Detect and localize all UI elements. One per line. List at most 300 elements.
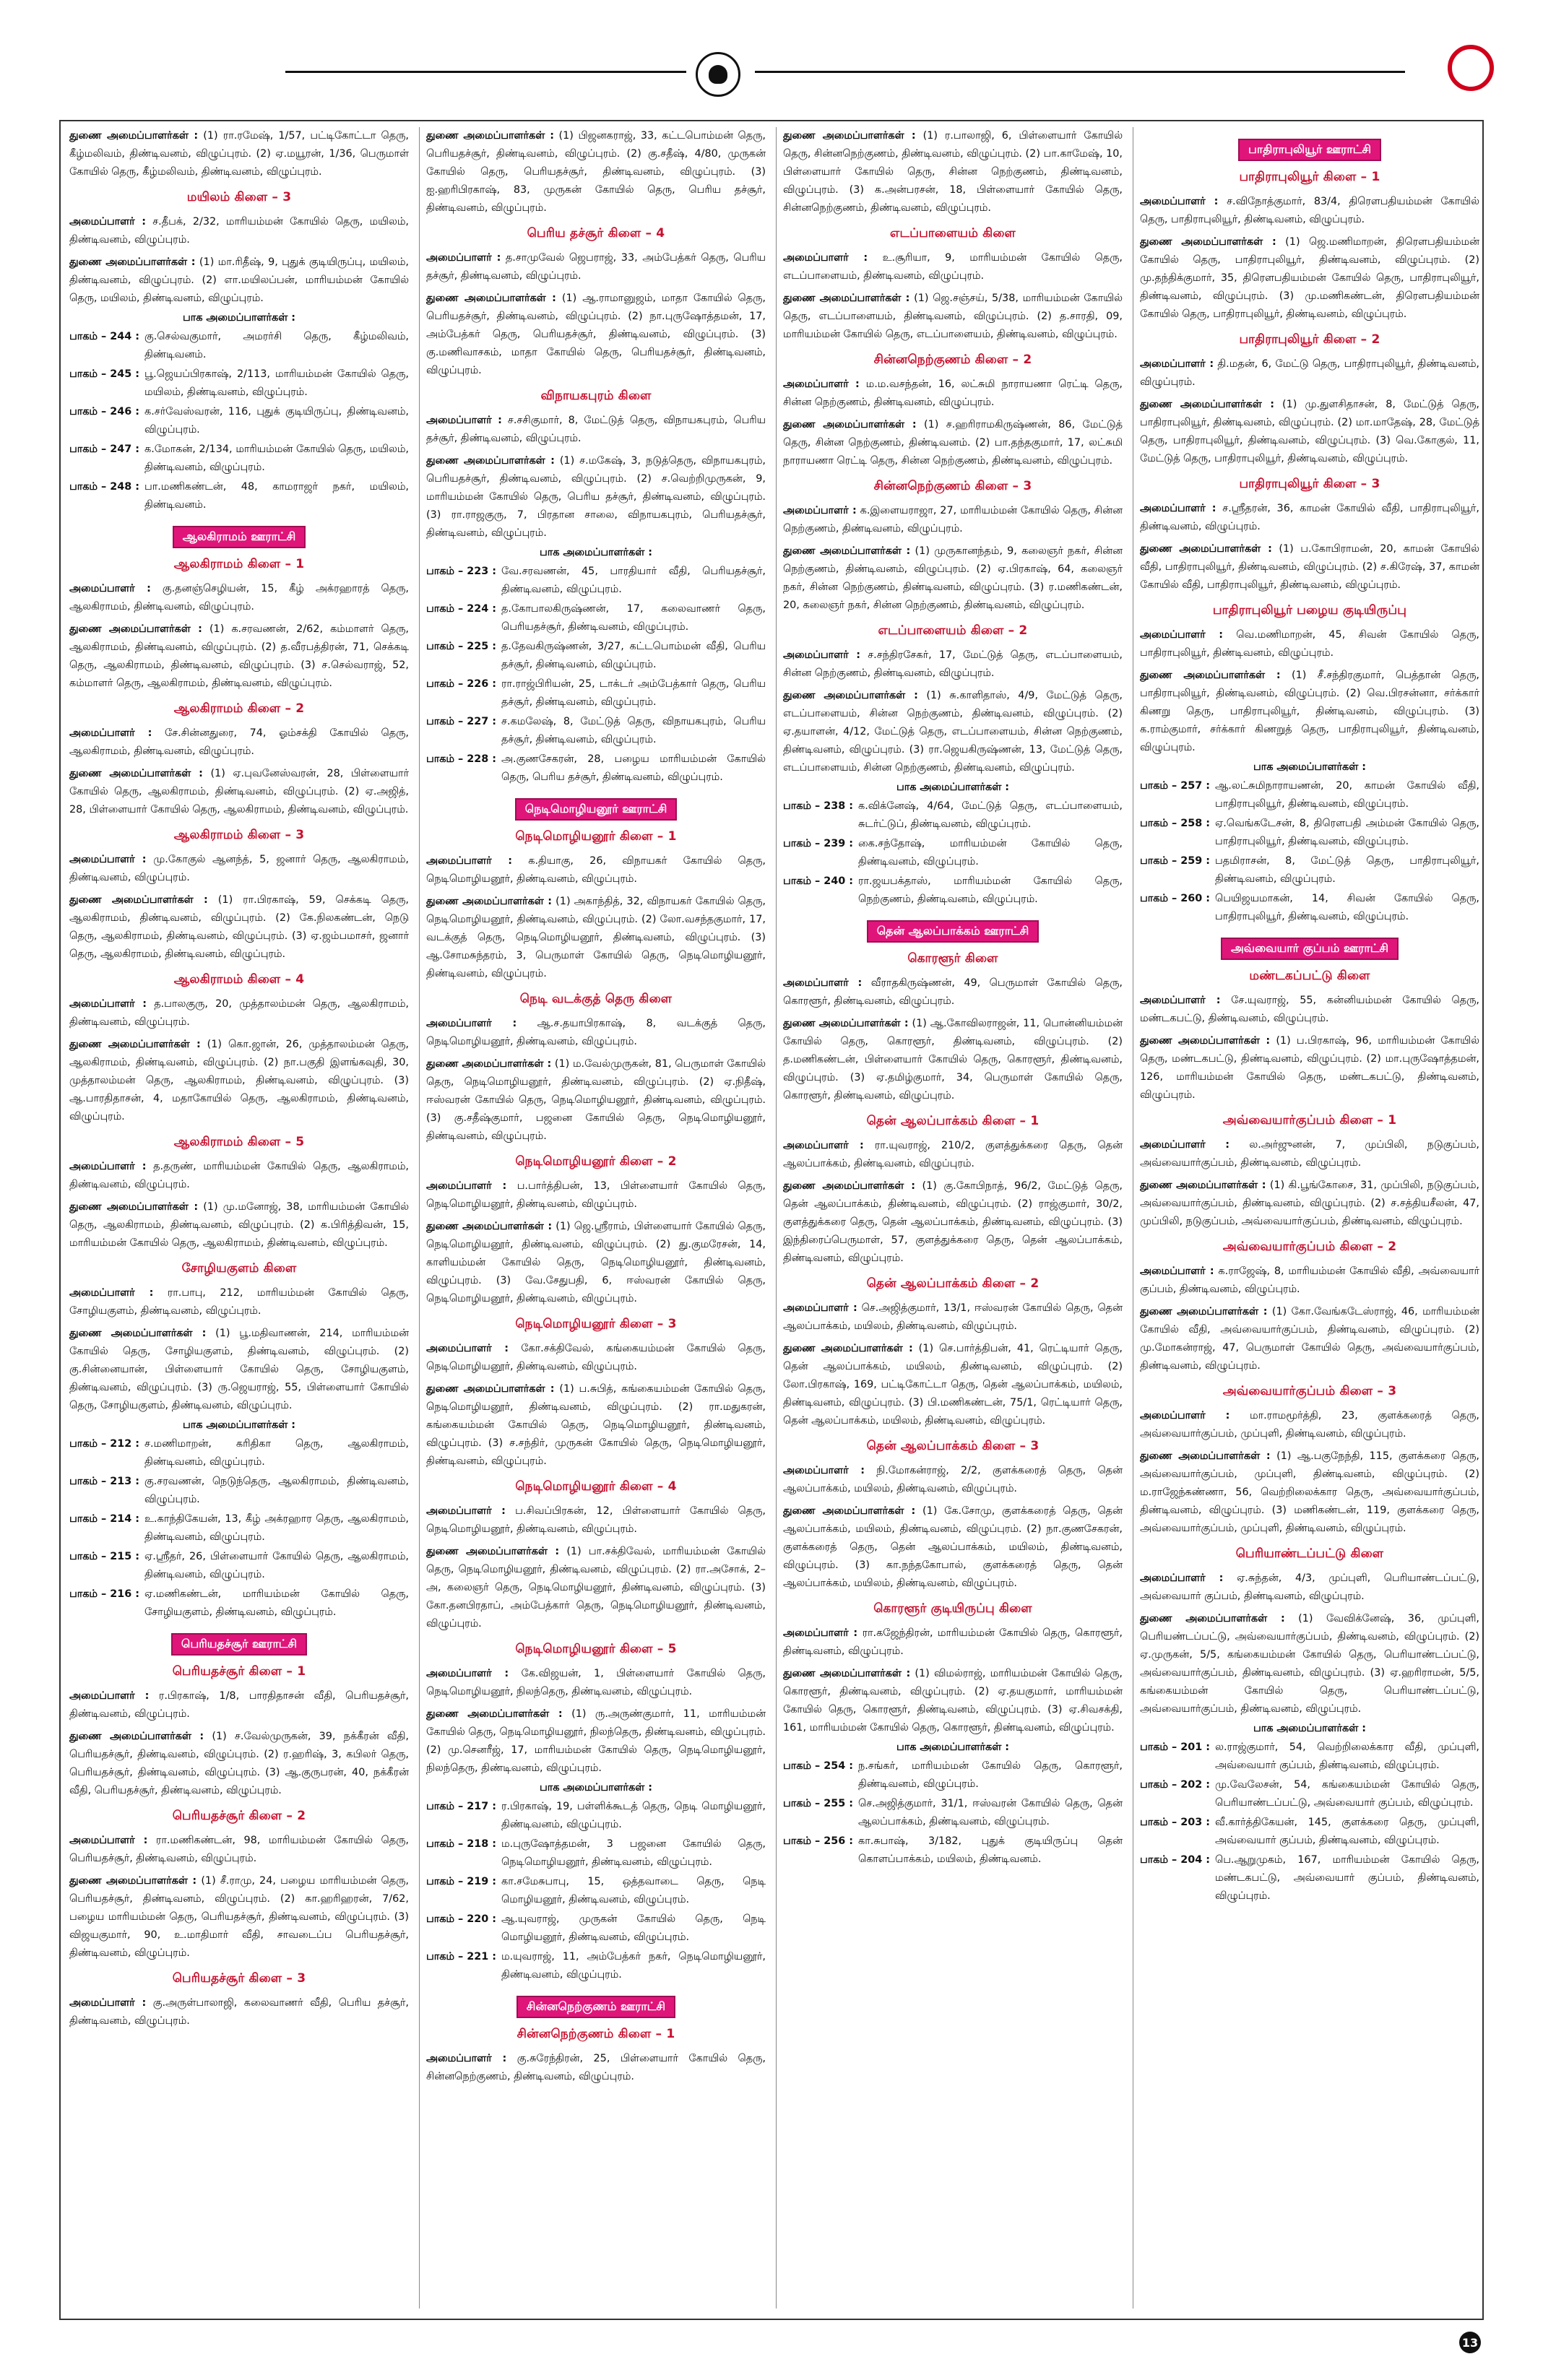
branch-heading [1140, 1546, 1479, 1562]
organiser-entry [69, 1872, 409, 1963]
branch-heading-text: ஆலகிராமம் கிளை – 4 [173, 972, 305, 987]
branch-heading-text: அவ்வையார்குப்பம் கிளை – 3 [1222, 1384, 1397, 1398]
organiser-role: துணை அமைப்பாளர்கள் : [426, 293, 556, 304]
organiser-entry [69, 127, 409, 181]
booth-number: பாகம் – 246 : [69, 406, 140, 417]
organiser-entry [69, 1832, 409, 1868]
branch-heading [783, 1114, 1123, 1130]
organiser-details: (1) ப.கோபிராமன், 20, காமன் கோயில் வீதி, பாதிராபுலியூர், திண்டிவனம், விழுப்புரம். (2) ச.கிரேஷ், 37, காமன் கோயில் வீதி, பாதிராபுலியூர், திண்டிவனம், விழுப்புரம். [1140, 543, 1479, 591]
organiser-details: (1) சீ.ராமு, 24, பழைய மாரியம்மன் தெரு, பெரியதச்சூர், திண்டிவனம், விழுப்புரம். (2) கா.ஹரிஹரன், 7/62, பழைய மாரியம்மன் தெரு, பெரியதச்சூர், திண்டிவனம், விழுப்புரம். (3) விஜயகுமார், 90, உ.மாதிமார் வீதி, சாவடைப்ப பெரியதச்சூர், திண்டிவனம், விழுப்புரம். [69, 1875, 409, 1959]
booth-number: பாகம் – 204 : [1140, 1854, 1211, 1866]
organiser-entry [426, 1218, 766, 1308]
booth-organiser-details: உ.காந்திகேயன், 13, கீழ் அக்ரஹார தெரு, ஆலகிராமம், திண்டிவனம், விழுப்புரம். [144, 1513, 409, 1543]
branch-heading [69, 1664, 409, 1680]
booth-number: பாகம் – 218 : [426, 1838, 497, 1850]
branch-heading [426, 829, 766, 845]
organiser-details: மு.கோகுல் ஆனந்த், 5, ஜனார் தெரு, ஆலகிராமம், திண்டிவனம், விழுப்புரம். [69, 854, 409, 883]
booth-row [783, 1832, 1123, 1869]
branch-heading [1140, 1384, 1479, 1400]
booth-row [1140, 1851, 1479, 1905]
organiser-role: அமைப்பாளர் : [783, 252, 868, 264]
organiser-role: துணை அமைப்பாளர்கள் : [1140, 1613, 1285, 1624]
organiser-details: கு.சுரேந்திரன், 25, பிள்ளையார் கோயில் தெரு, சின்னநெற்குணம், திண்டிவனம், விழுப்புரம். [426, 2053, 766, 2082]
organiser-role: துணை அமைப்பாளர்கள் : [426, 130, 554, 142]
organiser-role: அமைப்பாளர் : [69, 1997, 147, 2009]
organiser-details: (1) செ.பார்த்திபன், 41, ரெட்டியார் தெரு, தென் ஆலப்பாக்கம், மயிலம், திண்டிவனம், விழுப்புரம். (2) லோ.பிரகாஷ், 169, பட்டிகோட்டா தெரு, தென் ஆலப்பாக்கம், மயிலம், திண்டிவனம், விழுப்புரம். (3) பி.மணிகண்டன், 75/1, ரெட்டியார் தெரு, தென் ஆலப்பாக்கம், மயிலம், திண்டிவனம், விழுப்புரம். [783, 1343, 1123, 1427]
organiser-role: துணை அமைப்பாளர்கள் : [1140, 1035, 1271, 1047]
booth-number: பாகம் – 223 : [426, 566, 497, 577]
branch-heading [783, 1439, 1123, 1455]
organiser-details: வீராதகிருஷ்ணன், 49, பெருமாள் கோயில் தெரு, கொரளூர், திண்டிவனம், விழுப்புரம். [783, 977, 1123, 1007]
booth-row [783, 873, 1123, 909]
branch-heading [1140, 332, 1479, 348]
organiser-details: (1) அகாந்தித், 32, விநாயகர் கோயில் தெரு, நெடிமொழியனூர், திண்டிவனம், விழுப்புரம். (2) லோ.வசந்தகுமார், 17, வடக்குத் தெரு, நெடிமொழியனூர், திண்டிவனம், விழுப்புரம். (3) ஆ.சோமசுந்தரம், 3, பெருமாள் கோயில் தெரு, நெடிமொழியனூர், திண்டிவனம், விழுப்புரம். [426, 896, 766, 979]
organiser-entry [1140, 1263, 1479, 1299]
booth-number: பாகம் – 240 : [783, 875, 854, 887]
organiser-entry [783, 376, 1123, 412]
organiser-entry [69, 1198, 409, 1252]
organiser-entry [1140, 355, 1479, 391]
booth-organiser-details: ஏ.மணிகண்டன், மாரியம்மன் கோயில் தெரு, சோழியகுளம், திண்டிவனம், விழுப்புரம். [144, 1588, 409, 1618]
organiser-role: அமைப்பாளர் : [426, 2053, 507, 2064]
organiser-entry [426, 1055, 766, 1146]
organiser-entry [426, 127, 766, 217]
branch-heading-text: நெடிமொழியனூர் கிளை – 5 [515, 1642, 677, 1656]
branch-heading-text: சின்னநெற்குணம் கிளை – 3 [873, 479, 1032, 493]
organiser-details: (1) மு.துளசிதாசன், 8, மேட்டுத் தெரு, பாதிராபுலியூர், திண்டிவனம், விழுப்புரம். (2) மா.மாதேஷ், 28, மேட்டுத் தெரு, பாதிராபுலியூர், திண்டிவனம், விழுப்புரம். (3) வெ.கோகுல், 11, மேட்டுத் தெரு, பாதிராபுலியூர், திண்டிவனம், விழுப்புரம். [1140, 399, 1479, 464]
organiser-role: துணை அமைப்பாளர்கள் : [426, 1708, 563, 1720]
organiser-role: துணை அமைப்பாளர்கள் : [69, 768, 203, 779]
booth-organisers-title: பாக அமைப்பாளர்கள் : [539, 547, 653, 558]
branch-heading-text: ஆலகிராமம் கிளை – 5 [173, 1135, 305, 1149]
organiser-details: ரா.பாபு, 212, மாரியம்மன் கோயில் தெரு, சோழியகுளம், திண்டிவனம், விழுப்புரம். [69, 1287, 409, 1317]
booth-row [69, 1473, 409, 1509]
branch-heading [783, 623, 1123, 639]
organiser-details: (1) முருகானந்தம், 9, கலைஞர் நகர், சின்ன நெற்குணம், திண்டிவனம், விழுப்புரம். (2) ஏ.பிரகாஷ், 64, கலைஞர் நகர், சின்ன நெற்குணம், திண்டிவனம், விழுப்புரம். (3) ர.மணிகண்டன், 20, கலைஞர் நகர், சின்ன நெற்குணம், திண்டிவனம், விழுப்புரம். [783, 545, 1123, 611]
booth-number: பாகம் – 226 : [426, 678, 497, 690]
branch-heading-text: பாதிராபுலியூர் கிளை – 2 [1239, 332, 1380, 347]
booth-organiser-details: அ.குணசேகரன், 28, பழைய மாரியம்மன் கோயில் தெரு, பெரிய தச்சூர், திண்டிவனம், விழுப்புரம். [501, 753, 766, 783]
branch-heading [783, 1276, 1123, 1292]
organiser-details: ரா.மணிகண்டன், 98, மாரியம்மன் கோயில் தெரு, பெரியதச்சூர், திண்டிவனம், விழுப்புரம். [69, 1835, 409, 1864]
booth-organiser-details: கு.சரவணன், நெடுந்தெரு, ஆலகிராமம், திண்டிவனம், விழுப்புரம். [144, 1476, 409, 1505]
organiser-role: அமைப்பாளர் : [426, 855, 513, 867]
organiser-details: சே.சின்னதுரை, 74, ஓம்சக்தி கோயில் தெரு, ஆலகிராமம், திண்டிவனம், விழுப்புரம். [69, 727, 409, 757]
organiser-details: (1) ச.ஹரிராமகிருஷ்ணன், 86, மேட்டுத் தெரு, சின்ன நெற்குணம், திண்டிவனம். (2) பா.தந்தகுமார், 17, லட்சுமி நாராயணா ரெட்டி தெரு, சின்ன நெற்குணம், திண்டிவனம், விழுப்புரம். [783, 419, 1123, 467]
text-column-4 [1140, 127, 1479, 2308]
organiser-entry [69, 1728, 409, 1800]
organiser-entry [69, 580, 409, 616]
booth-number: பாகம் – 219 : [426, 1876, 497, 1887]
organiser-role: துணை அமைப்பாளர்கள் : [69, 1731, 204, 1742]
organiser-entry [69, 891, 409, 964]
organiser-role: அமைப்பாளர் : [69, 583, 151, 594]
booth-organiser-details: கை.சந்தோஷ், மாரியம்மன் கோயில் தெரு, திண்டிவனம், விழுப்புரம். [858, 838, 1123, 867]
organiser-entry [69, 213, 409, 249]
organiser-role: துணை அமைப்பாளர்கள் : [426, 1546, 560, 1557]
organiser-details: (1) ர.பாலாஜி, 6, பிள்ளையார் கோயில் தெரு, சின்னநெற்குணம், திண்டிவனம், விழுப்புரம். (2) பா.காமேஷ், 10, பிள்ளையார் கோயில் தெரு, சின்ன நெற்குணம், திண்டிவனம், விழுப்புரம். (3) க.அன்பரசன், 18, பிள்ளையார் கோயில் தெரு, சின்னநெற்குணம், திண்டிவனம், விழுப்புரம். [783, 130, 1123, 214]
booth-organiser-details: பா.மணிகண்டன், 48, காமராஜர் நகர், மயிலம், திண்டிவனம். [144, 481, 409, 511]
organiser-entry [426, 852, 766, 888]
branch-heading-text: ஆலகிராமம் கிளை – 1 [173, 557, 305, 571]
booth-organiser-details: ஆ.யுவராஜ், முருகன் கோயில் தெரு, நெடி மொழியனூர், திண்டிவனம், விழுப்புரம். [501, 1913, 766, 1943]
organiser-entry [1140, 626, 1479, 662]
booth-number: பாகம் – 259 : [1140, 855, 1211, 867]
organiser-entry [426, 249, 766, 285]
organiser-entry [783, 687, 1123, 777]
branch-heading-text: நெடிமொழியனூர் கிளை – 2 [515, 1154, 677, 1169]
booth-row [1140, 890, 1479, 926]
header-rule-right [755, 71, 1405, 73]
booth-organiser-details: ச.மணிமாறன், கரிதிகா தெரு, ஆலகிராமம், திண்டிவனம், விழுப்புரம். [144, 1438, 409, 1468]
booth-row [69, 1548, 409, 1584]
organiser-details: வெ.மணிமாறன், 45, சிவன் கோயில் தெரு, பாதிராபுலியூர், திண்டிவனம், விழுப்புரம். [1140, 629, 1479, 659]
organiser-role: அமைப்பாளர் : [783, 649, 861, 661]
organiser-role: அமைப்பாளர் : [1140, 358, 1214, 370]
booth-organiser-details: ர.பிரகாஷ், 19, பள்ளிக்கூடத் தெரு, நெடி மொழியனூர், திண்டிவனம், விழுப்புரம். [501, 1801, 766, 1830]
panchayat-banner-text: பாதிராபுலியூர் ஊராட்சி [1238, 139, 1381, 161]
booth-organisers-title: பாக அமைப்பாளர்கள் : [896, 782, 1010, 793]
organiser-entry [1140, 540, 1479, 594]
booth-number: பாகம் – 220 : [426, 1913, 497, 1925]
organiser-details: நி.மோகன்ராஜ், 2/2, குளக்கரைத் தெரு, தென் ஆலப்பாக்கம், மயிலம், திண்டிவனம், விழுப்புரம். [783, 1465, 1123, 1494]
organiser-details: (1) கே.சோமு, குளக்கரைத் தெரு, தென் ஆலப்பாக்கம், மயிலம், திண்டிவனம், விழுப்புரம். (2) நா.குணசேகரன், குளக்கரைத் தெரு, தென் ஆலப்பாக்கம், மயிலம், திண்டிவனம், விழுப்புரம். (3) கா.நந்தகோபால், குளக்கரைத் தெரு, தென் ஆலப்பாக்கம், மயிலம், திண்டிவனம், விழுப்புரம். [783, 1505, 1123, 1589]
booth-organiser-details: பெ.ஆறுமுகம், 167, மாரியம்மன் கோயில் தெரு, மண்டகபட்டு, அவ்வையார் குப்பம், திண்டிவனம், விழுப்புரம். [1215, 1854, 1479, 1902]
organiser-role: அமைப்பாளர் : [69, 1835, 148, 1846]
branch-heading-text: மயிலம் கிளை – 3 [186, 190, 292, 204]
booth-row [69, 328, 409, 364]
booth-row [69, 1585, 409, 1622]
booth-row [783, 1795, 1123, 1831]
organiser-entry [426, 1705, 766, 1778]
booth-row [783, 1757, 1123, 1793]
organiser-entry [1140, 396, 1479, 468]
booth-row [1140, 777, 1479, 813]
organiser-role: துணை அமைப்பாளர்கள் : [783, 1505, 916, 1517]
branch-heading [69, 1809, 409, 1825]
booth-organisers-title: பாக அமைப்பாளர்கள் : [1253, 1723, 1367, 1734]
organiser-details: ச.சசிகுமார், 8, மேட்டுத் தெரு, விநாயகபுரம், பெரிய தச்சூர், திண்டிவனம், விழுப்புரம். [426, 415, 766, 444]
organiser-entry [783, 1665, 1123, 1737]
organiser-details: (1) ஜெ.சஞ்சய், 5/38, மாரியம்மன் கோயில் தெரு, எடப்பாளையம், திண்டிவனம், விழுப்புரம். (2) த.சாரதி, 09, மாரியம்மன் கோயில் தெரு, எடப்பாளையம், திண்டிவனம், விழுப்புரம். [783, 293, 1123, 340]
booth-row [426, 1798, 766, 1834]
booth-organiser-details: கு.செல்வகுமார், அமரர்சி தெரு, கீழ்மலிவம், திண்டிவனம். [144, 331, 409, 360]
booth-organiser-details: ஏ.வெங்கடேசன், 8, திரௌபதி அம்மன் கோயில் தெரு, பாதிராபுலியூர், திண்டிவனம், விழுப்புரம். [1215, 818, 1479, 847]
organiser-entry [426, 2050, 766, 2086]
booth-organiser-details: ச.கமலேஷ், 8, மேட்டுத் தெரு, விநாயகபுரம், பெரிய தச்சூர், திண்டிவனம், விழுப்புரம். [501, 716, 766, 745]
organiser-role: துணை அமைப்பாளர்கள் : [783, 130, 916, 142]
panchayat-banner [69, 526, 409, 548]
organiser-entry [1140, 500, 1479, 536]
organiser-details: (1) கொ.ஜான், 26, முத்தாலம்மன் தெரு, ஆலகிராமம், திண்டிவனம், விழுப்புரம். (2) நா.பகுதி இளங்கவுதி, 30, முத்தாலம்மன் தெரு, ஆலகிராமம், திண்டிவனம், விழுப்புரம். (3) ஆ.பாரதிதாசன், 4, மதாகோயில் தெரு, ஆலகிராமம், திண்டிவனம், விழுப்புரம். [69, 1039, 409, 1122]
branch-heading [783, 352, 1123, 368]
booth-organiser-details: ரா.ஜயபக்தாஸ், மாரியம்மன் கோயில் தெரு, நெற்குணம், திண்டிவனம், விழுப்புரம். [858, 875, 1123, 905]
branch-heading [1140, 477, 1479, 493]
organiser-entry [783, 1462, 1123, 1498]
branch-heading-text: நெடி வடக்குத் தெரு கிளை [519, 992, 673, 1006]
organiser-details: கு.தனஞ்செழியன், 15, கீழ் அக்ரஹாரத் தெரு, ஆலகிராமம், திண்டிவனம், விழுப்புரம். [69, 583, 409, 613]
header-rule-left [285, 71, 686, 73]
organiser-details: (1) க.சரவணன், 2/62, கம்மாளர் தெரு, ஆலகிராமம், திண்டிவனம், விழுப்புரம். (2) த.வீரபத்திரன், 71, செக்கடி தெரு, ஆலகிராமம், திண்டிவனம், விழுப்புரம். (3) ச.செல்வராஜ், 52, கம்மாளர் தெரு, ஆலகிராமம், திண்டிவனம், விழுப்புரம். [69, 623, 409, 689]
organiser-details: கே.விஜயன், 1, பிள்ளையார் கோயில் தெரு, நெடிமொழியனூர், நிலந்தெரு, திண்டிவனம், விழுப்புரம். [426, 1668, 766, 1697]
organiser-details: மா.ராமமூர்த்தி, 23, குளக்கரைத் தெரு, அவ்வையார்குப்பம், முப்புளி, திண்டிவனம், விழுப்புரம். [1140, 1410, 1479, 1440]
organiser-entry [783, 290, 1123, 344]
organiser-entry [69, 1284, 409, 1320]
booth-organiser-details: ரா.ராஜ்பிரியன், 25, டாக்டர் அம்பேத்கார் தெரு, பெரிய தச்சூர், திண்டிவனம், விழுப்புரம். [501, 678, 766, 708]
branch-heading [783, 1601, 1123, 1617]
branch-heading [426, 992, 766, 1008]
organiser-details: தி.மதன், 6, மேட்டு தெரு, பாதிராபுலியூர், திண்டிவனம், விழுப்புரம். [1140, 358, 1479, 388]
organiser-entry [783, 1137, 1123, 1173]
booth-organiser-details: பூ.ஜெயப்பிரகாஷ், 2/113, மாரியம்மன் கோயில் தெரு, மயிலம், திண்டிவனம், விழுப்புரம். [144, 368, 409, 398]
booth-number: பாகம் – 248 : [69, 481, 140, 493]
organiser-role: துணை அமைப்பாளர்கள் : [783, 1343, 913, 1354]
organiser-entry [783, 1177, 1123, 1268]
organiser-entry [69, 851, 409, 887]
booth-row [69, 403, 409, 439]
booth-row [426, 675, 766, 711]
organiser-details: ஏ.சுந்தன், 4/3, முப்புளி, பெரியாண்டப்பட்டு, அவ்வையார் குப்பம், திண்டிவனம், விழுப்புரம். [1140, 1572, 1479, 1602]
organiser-details: ரா.கஜேந்திரன், மாரியம்மன் கோயில் தெரு, கொரளூர், திண்டிவனம், விழுப்புரம். [783, 1627, 1123, 1657]
organiser-role: அமைப்பாளர் : [69, 1161, 147, 1172]
booth-number: பாகம் – 260 : [1140, 893, 1211, 904]
booth-organiser-details: ஆ.லட்சுமிநாராயணன், 20, காமன் கோயில் வீதி, பாதிராபுலியூர், திண்டிவனம், விழுப்புரம். [1215, 780, 1479, 810]
organiser-details: (1) ஆ.ராமானுஜம், மாதா கோயில் தெரு, பெரியதச்சூர், திண்டிவனம், விழுப்புரம். (2) நா.புருஷோத்தமன், 17, அம்பேத்கர் தெரு, பெரியதச்சூர், திண்டிவனம், விழுப்புரம். (3) கு.மணிவாசகம், மாதா கோயில் தெரு, பெரியதச்சூர், திண்டிவனம், விழுப்புரம். [426, 293, 766, 376]
branch-heading [1140, 1239, 1479, 1255]
branch-heading-text: பெரிய தச்சூர் கிளை – 4 [527, 226, 665, 241]
organiser-entry [69, 1687, 409, 1723]
organiser-role: அமைப்பாளர் : [426, 1180, 507, 1192]
booth-number: பாகம் – 255 : [783, 1798, 854, 1809]
booth-row [1140, 1739, 1479, 1775]
organiser-details: (1) கோ.வேங்கடேஸ்ராஜ், 46, மாரியம்மன் கோயில் வீதி, அவ்வையார்குப்பம், திண்டிவனம், விழுப்புரம். (2) மு.மோகன்ராஜ், 47, பெருமாள் கோயில் தெரு, அவ்வையார்குப்பம், திண்டிவனம், விழுப்புரம். [1140, 1306, 1479, 1372]
booth-organiser-details: வே.சரவணன், 45, பாரதியார் வீதி, பெரியதச்சூர், திண்டிவனம், விழுப்புரம். [501, 566, 766, 595]
organiser-entry [783, 1340, 1123, 1430]
text-column-1 [69, 127, 409, 2308]
booth-row [426, 638, 766, 674]
booth-number: பாகம் – 257 : [1140, 780, 1211, 792]
panchayat-banner [69, 1633, 409, 1656]
branch-heading-text: எடப்பாளையம் கிளை [890, 226, 1016, 241]
booth-number: பாகம் – 239 : [783, 838, 854, 849]
organiser-entry [426, 1543, 766, 1633]
booth-number: பாகம் – 224 : [426, 603, 497, 615]
organiser-role: துணை அமைப்பாளர்கள் : [783, 293, 910, 304]
organiser-role: துணை அமைப்பாளர்கள் : [1140, 1450, 1271, 1462]
organiser-role: அமைப்பாளர் : [69, 727, 152, 739]
organiser-role: அமைப்பாளர் : [426, 1018, 517, 1029]
booth-number: பாகம் – 215 : [69, 1551, 140, 1562]
booth-organiser-details: ம.யுவராஜ், 11, அம்பேத்கர் நகர், நெடிமொழியனூர், திண்டிவனம், விழுப்புரம். [501, 1951, 766, 1981]
organiser-details: ப.பார்த்திபன், 13, பிள்ளையார் கோயில் தெரு, நெடிமொழியனூர், திண்டிவனம், விழுப்புரம். [426, 1180, 766, 1210]
panchayat-banner-text: நெடிமொழியனூர் ஊராட்சி [515, 798, 678, 821]
organiser-role: துணை அமைப்பாளர்கள் : [69, 1201, 199, 1213]
organiser-role: துணை அமைப்பாளர்கள் : [1140, 1180, 1266, 1191]
panchayat-banner-text: சின்னநெற்குணம் ஊராட்சி [517, 1996, 675, 2018]
organiser-entry [69, 1325, 409, 1415]
booth-organiser-details: க.சர்வேஸ்வரன், 116, புதுக் குடியிருப்பு, திண்டிவனம், விழுப்புரம். [144, 406, 409, 436]
organiser-details: சே.யுவராஜ், 55, கன்னியம்மன் கோயில் தெரு, மண்டகபட்டு, திண்டிவனம், விழுப்புரம். [1140, 995, 1479, 1024]
booth-organisers-title: பாக அமைப்பாளர்கள் : [1253, 761, 1367, 773]
organiser-entry [1140, 1407, 1479, 1443]
booth-row [1140, 852, 1479, 888]
branch-heading-text: விநாயகபுரம் கிளை [540, 389, 652, 403]
booth-organiser-details: செ.அஜித்குமார், 31/1, ஈஸ்வரன் கோயில் தெரு, தென் ஆலப்பாக்கம், திண்டிவனம், விழுப்புரம். [858, 1798, 1123, 1827]
booth-organiser-details: கா.சமேசுபாபு, 15, ஒத்தவாடை தெரு, நெடி மொழியனூர், திண்டிவனம், விழுப்புரம். [501, 1876, 766, 1905]
organiser-role: அமைப்பாளர் : [783, 1140, 864, 1151]
organiser-entry [426, 452, 766, 542]
branch-heading-text: நெடிமொழியனூர் கிளை – 4 [515, 1479, 677, 1494]
organiser-entry [783, 1624, 1123, 1661]
organiser-entry [1140, 1448, 1479, 1538]
booth-number: பாகம் – 227 : [426, 716, 497, 727]
organiser-role: அமைப்பாளர் : [783, 1302, 857, 1314]
organiser-entry [1140, 233, 1479, 324]
panchayat-banner [426, 798, 766, 821]
booth-organisers-title: பாக அமைப்பாளர்கள் : [539, 1782, 653, 1793]
organiser-role: துணை அமைப்பாளர்கள் : [426, 1221, 553, 1232]
branch-heading [783, 226, 1123, 242]
organiser-entry [1140, 1610, 1479, 1718]
organiser-entry [1140, 667, 1479, 757]
booth-row [426, 600, 766, 636]
organiser-details: (1) சீ.சந்திரகுமார், பெத்தான் தெரு, பாதிராபுலியூர், திண்டிவனம், விழுப்புரம். (2) வெ.பிரசன்னா, சர்க்கார் கிணறு தெரு, பாதிராபுலியூர், திண்டிவனம், விழுப்புரம். (3) க.ராம்குமார், சர்க்கார் கிணறுத் தெரு, பாதிராபுலியூர், திண்டிவனம், விழுப்புரம். [1140, 670, 1479, 753]
booth-row [1140, 1814, 1479, 1850]
organiser-entry [783, 502, 1123, 538]
booth-organiser-details: த.கோபாலகிருஷ்ணன், 17, கலைவாணர் தெரு, பெரியதச்சூர், திண்டிவனம், விழுப்புரம். [501, 603, 766, 633]
organiser-role: துணை அமைப்பாளர்கள் : [783, 1018, 909, 1029]
booth-row [69, 1435, 409, 1471]
organiser-role: துணை அமைப்பாளர்கள் : [426, 896, 553, 907]
panchayat-banner [1140, 139, 1479, 161]
organiser-details: கு.அருள்பாலாஜி, கலைவாணர் வீதி, பெரிய தச்சூர், திண்டிவனம், விழுப்புரம். [69, 1997, 409, 2027]
organiser-entry [783, 542, 1123, 615]
branch-heading-text: தென் ஆலப்பாக்கம் கிளை – 3 [866, 1439, 1040, 1453]
branch-heading-text: ஆலகிராமம் கிளை – 3 [173, 828, 305, 842]
branch-heading-text: அவ்வையார்குப்பம் கிளை – 1 [1222, 1113, 1397, 1128]
organiser-role: அமைப்பாளர் : [69, 854, 147, 865]
organiser-role: அமைப்பாளர் : [69, 1287, 154, 1299]
booth-organiser-details: ஏ.ஸ்ரீதர், 26, பிள்ளையார் கோயில் தெரு, ஆலகிராமம், திண்டிவனம், விழுப்புரம். [144, 1551, 409, 1580]
branch-heading-text: அவ்வையார்குப்பம் கிளை – 2 [1222, 1239, 1397, 1254]
branch-heading-text: சின்னநெற்குணம் கிளை – 1 [517, 2027, 675, 2041]
organiser-entry [783, 1299, 1123, 1336]
branch-heading-text: பாதிராபுலியூர் கிளை – 3 [1239, 477, 1380, 491]
branch-heading-text: நெடிமொழியனூர் கிளை – 1 [515, 829, 677, 844]
organiser-entry [1140, 1032, 1479, 1104]
organiser-role: அமைப்பாளர் : [1140, 1410, 1230, 1421]
organiser-role: துணை அமைப்பாளர்கள் : [783, 690, 918, 701]
booth-organiser-details: க.மோகன், 2/134, மாரியம்மன் கோயில் தெரு, மயிலம், திண்டிவனம், விழுப்புரம். [144, 443, 409, 473]
branch-heading [1140, 170, 1479, 186]
organiser-details: செ.அஜித்குமார், 13/1, ஈஸ்வரன் கோயில் தெரு, தென் ஆலப்பாக்கம், மயிலம், திண்டிவனம், விழுப்புரம். [783, 1302, 1123, 1332]
branch-heading-text: கொரளூர் குடியிருப்பு கிளை [873, 1601, 1032, 1616]
organiser-entry [1140, 1136, 1479, 1172]
panchayat-banner-text: அவ்வையார் குப்பம் ஊராட்சி [1221, 938, 1399, 960]
branch-heading [1140, 1113, 1479, 1129]
booth-number: பாகம் – 213 : [69, 1476, 140, 1487]
branch-heading [69, 972, 409, 988]
branch-heading-text: மண்டகப்பட்டு கிளை [1249, 969, 1370, 983]
organiser-role: அமைப்பாளர் : [783, 1627, 858, 1639]
branch-heading-text: பெரியதச்சூர் கிளை – 3 [172, 1971, 306, 1986]
organiser-role: அமைப்பாளர் : [69, 216, 147, 228]
organiser-details: (1) ப.சுபித், கங்கையம்மன் கோயில் தெரு, நெடிமொழியனூர், திண்டிவனம், விழுப்புரம். (2) ரா.மதுகரன், கங்கையம்மன் கோயில் தெரு, நெடிமொழியனூர், திண்டிவனம், விழுப்புரம். (3) ச.சந்திர், முருகன் கோயில் தெரு, நெடிமொழியனூர், திண்டிவனம், விழுப்புரம். [426, 1383, 766, 1467]
organiser-role: அமைப்பாளர் : [69, 998, 147, 1010]
text-column-3 [783, 127, 1123, 2308]
booth-number: பாகம் – 238 : [783, 800, 854, 812]
branch-heading [426, 1642, 766, 1658]
organiser-role: துணை அமைப்பாளர்கள் : [1140, 543, 1272, 555]
branch-heading-text: தென் ஆலப்பாக்கம் கிளை – 1 [866, 1114, 1040, 1128]
organiser-role: அமைப்பாளர் : [426, 1343, 509, 1354]
organiser-entry [426, 1665, 766, 1701]
organiser-details: (1) பா.சக்திவேல், மாரியம்மன் கோயில் தெரு, நெடிமொழியனூர், திண்டிவனம், விழுப்புரம். (2) ரா.அசோக், 2–அ, கலைஞர் தெரு, நெடிமொழியனூர், திண்டிவனம், விழுப்புரம். (3) கோ.தனபிரதாப், அம்பேத்கார் தெரு, நெடிமொழியனூர், திண்டிவனம், விழுப்புரம். [426, 1546, 766, 1630]
organiser-entry [783, 416, 1123, 470]
organiser-details: ம.ம.வசந்தன், 16, லட்சுமி நாராயணா ரெட்டி தெரு, சின்ன நெற்குணம், திண்டிவனம், விழுப்புரம். [783, 378, 1123, 408]
red-ring-icon [1448, 45, 1494, 91]
organiser-role: அமைப்பாளர் : [426, 1668, 509, 1679]
organiser-entry [783, 1502, 1123, 1593]
organiser-role: அமைப்பாளர் : [1140, 196, 1219, 207]
organiser-role: துணை அமைப்பாளர்கள் : [1140, 670, 1281, 681]
publication-logo-icon [696, 52, 740, 97]
organiser-details: (1) ச.வேல்முருகன், 39, நக்கீரன் வீதி, பெரியதச்சூர், திண்டிவனம், விழுப்புரம். (2) ர.ஹரிஷ், 3, கபிலர் தெரு, பெரியதச்சூர், திண்டிவனம், விழுப்புரம். (3) ஆ.குருபரன், 40, நக்கீரன் வீதி, பெரியதச்சூர், திண்டிவனம், விழுப்புரம். [69, 1731, 409, 1796]
booth-number: பாகம் – 254 : [783, 1760, 854, 1772]
organiser-entry [69, 765, 409, 819]
organiser-entry [69, 724, 409, 761]
booth-number: பாகம் – 216 : [69, 1588, 140, 1600]
panchayat-banner-text: ஆலகிராமம் ஊராட்சி [173, 526, 306, 548]
organiser-role: அமைப்பாளர் : [783, 1465, 865, 1476]
branch-heading-text: சோழியகுளம் கிளை [181, 1261, 297, 1276]
branch-heading-text: தென் ஆலப்பாக்கம் கிளை – 2 [866, 1276, 1040, 1291]
panchayat-banner [426, 1996, 766, 2018]
organiser-role: துணை அமைப்பாளர்கள் : [1140, 236, 1276, 248]
booth-organiser-details: வீ.கார்த்திகேயன், 145, குளக்கரை தெரு, முப்புளி, அவ்வையார் குப்பம், திண்டிவனம், விழுப்புரம். [1215, 1817, 1479, 1846]
organiser-role: அமைப்பாளர் : [783, 378, 860, 390]
organiser-details: த.தருண், மாரியம்மன் கோயில் தெரு, ஆலகிராமம், திண்டிவனம், விழுப்புரம். [69, 1161, 409, 1190]
organiser-entry [69, 1158, 409, 1194]
branch-heading-text: பெரியாண்டப்பட்டு கிளை [1235, 1546, 1384, 1561]
booth-row [426, 563, 766, 599]
organiser-role: அமைப்பாளர் : [1140, 995, 1221, 1006]
organiser-details: (1) ரு.அருண்குமார், 11, மாரியம்மன் கோயில் தெரு, நெடிமொழியனூர், நிலந்தெரு, திண்டிவனம், விழுப்புரம். (2) மு.செனரீஜ், 17, மாரியம்மன் கோயில் தெரு, நெடிமொழியனூர், நிலந்தெரு, திண்டிவனம், விழுப்புரம். [426, 1708, 766, 1774]
organiser-role: அமைப்பாளர் : [1140, 1139, 1230, 1151]
organiser-entry [69, 254, 409, 308]
booth-row [783, 835, 1123, 871]
booth-organiser-details: ம.புருஷோத்தமன், 3 பஜனை கோயில் தெரு, நெடிமொழியனூர், திண்டிவனம், விழுப்புரம். [501, 1838, 766, 1868]
branch-heading [69, 1971, 409, 1987]
organiser-role: துணை அமைப்பாளர்கள் : [783, 1180, 915, 1192]
organiser-details: உ.சூரியா, 9, மாரியம்மன் கோயில் தெரு, எடப்பாளையம், திண்டிவனம், விழுப்புரம். [783, 252, 1123, 282]
page-header [0, 0, 1543, 108]
organiser-role: அமைப்பாளர் : [1140, 1572, 1224, 1584]
organiser-details: (1) ரா.பிரகாஷ், 59, செக்கடி தெரு, ஆலகிராமம், திண்டிவனம், விழுப்புரம். (2) கே.நிலகண்டன், நெடு தெரு, ஆலகிராமம், திண்டிவனம், விழுப்புரம். (3) ஏ.ஜம்பமாசர், ஜனார் தெரு, ஆலகிராமம், திண்டிவனம், விழுப்புரம். [69, 894, 409, 960]
booth-row [426, 713, 766, 749]
organiser-entry [1140, 1177, 1479, 1231]
panchayat-banner [783, 920, 1123, 943]
organiser-role: துணை அமைப்பாளர்கள் : [69, 623, 202, 635]
branch-heading [1140, 603, 1479, 619]
booth-organiser-details: பெயிஜயமாகன், 14, சிவன் கோயில் தெரு, பாதிராபுலியூர், திண்டிவனம், விழுப்புரம். [1215, 893, 1479, 922]
organiser-role: துணை அமைப்பாளர்கள் : [783, 419, 917, 430]
booth-row [1140, 1776, 1479, 1812]
organiser-entry [426, 1380, 766, 1471]
booth-row [426, 1835, 766, 1871]
organiser-details: (1) ஆ.கோவிலராஜன், 11, பொன்னியம்மன் கோயில் தெரு, கொரளூர், திண்டிவனம், விழுப்புரம். (2) த.மணிகண்டன், பிள்ளையார் கோயில் தெரு, கொரளூர், திண்டிவனம், விழுப்புரம். (3) ஏ.தமிழ்குமார், 34, பெருமாள் கோயில் தெரு, கொரளூர், திண்டிவனம், விழுப்புரம். [783, 1018, 1123, 1102]
organiser-details: (1) கு.கோபிநாத், 96/2, மேட்டுத் தெரு, தென் ஆலப்பாக்கம், திண்டிவனம், விழுப்புரம். (2) ராஜ்குமார், 30/2, குளத்துக்கரை தெரு, தென் ஆலப்பாக்கம், திண்டிவனம், விழுப்புரம். (3) இந்திரைப்பெருமாள், 57, குளத்துக்கரை தெரு, தென் ஆலப்பாக்கம், திண்டிவனம், விழுப்புரம். [783, 1180, 1123, 1264]
